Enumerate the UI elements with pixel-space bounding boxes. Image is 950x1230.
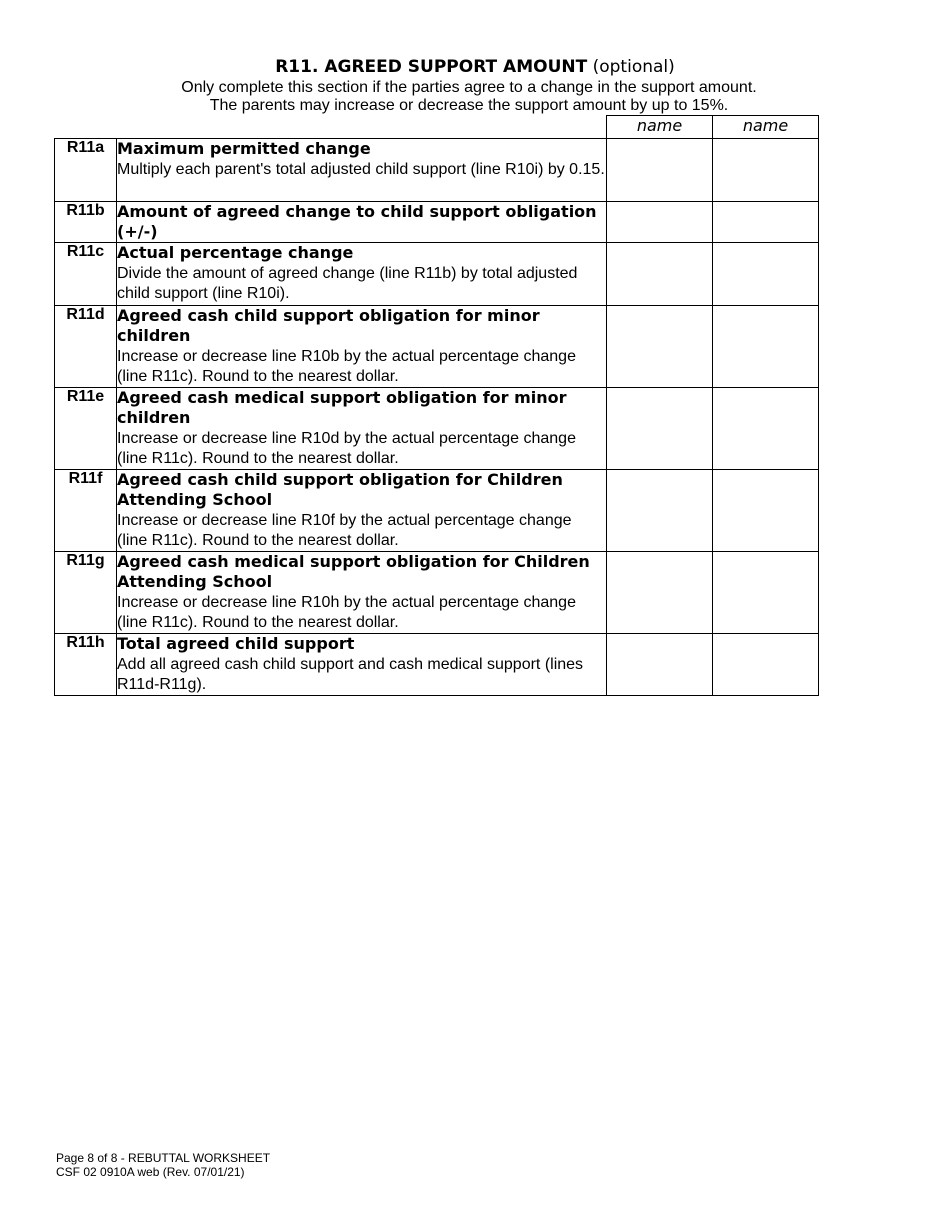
section-title <box>0 57 950 77</box>
value-cell-parent1[interactable] <box>607 634 713 696</box>
column-header-row <box>55 116 819 139</box>
line-description: Increase or decrease line R10f by the actual percentage change (line R11c). Round to the nearest dollar. <box>117 512 572 549</box>
line-description-cell <box>117 634 607 696</box>
value-cell-parent2[interactable] <box>713 243 819 306</box>
line-description-cell <box>117 306 607 388</box>
line-description-cell <box>117 552 607 634</box>
line-description: Add all agreed cash child support and cash medical support (lines R11d-R11g). <box>117 656 584 693</box>
line-description: Increase or decrease line R10h by the actual percentage change (line R11c). Round to the nearest dollar. <box>117 594 576 631</box>
line-description: Increase or decrease line R10b by the actual percentage change (line R11c). Round to the nearest dollar. <box>117 348 576 385</box>
table-row <box>55 552 819 634</box>
line-code: R11h <box>55 634 117 696</box>
agreed-support-table <box>54 115 819 696</box>
line-title: Total agreed child support <box>117 634 355 653</box>
value-cell-parent1[interactable] <box>607 306 713 388</box>
value-cell-parent1[interactable] <box>607 470 713 552</box>
value-cell-parent1[interactable] <box>607 202 713 243</box>
value-cell-parent2[interactable] <box>713 634 819 696</box>
value-cell-parent1[interactable] <box>607 388 713 470</box>
line-description-cell <box>117 243 607 306</box>
value-cell-parent2[interactable] <box>713 470 819 552</box>
line-code: R11e <box>55 388 117 470</box>
line-description-cell <box>117 139 607 202</box>
line-code: R11b <box>55 202 117 243</box>
column-header-parent2: name <box>713 116 819 139</box>
value-cell-parent1[interactable] <box>607 139 713 202</box>
table-row <box>55 243 819 306</box>
line-description: Increase or decrease line R10d by the actual percentage change (line R11c). Round to the nearest dollar. <box>117 430 576 467</box>
line-title: Agreed cash child support obligation for Children Attending School <box>117 470 563 509</box>
value-cell-parent1[interactable] <box>607 243 713 306</box>
line-title: Amount of agreed change to child support obligation (+/-) <box>117 202 597 241</box>
footer-form-number: CSF 02 0910A web (Rev. 07/01/21) <box>56 1165 245 1179</box>
value-cell-parent1[interactable] <box>607 552 713 634</box>
line-code: R11c <box>55 243 117 306</box>
line-code: R11f <box>55 470 117 552</box>
section-title-bold: R11. AGREED SUPPORT AMOUNT <box>275 57 588 77</box>
page-footer <box>56 1151 270 1179</box>
line-title: Agreed cash child support obligation for minor children <box>117 306 540 345</box>
line-title: Agreed cash medical support obligation for Children Attending School <box>117 552 590 591</box>
line-description: Divide the amount of agreed change (line R11b) by total adjusted child support (line R10i). <box>117 265 578 302</box>
line-description-cell <box>117 202 607 243</box>
table-row <box>55 139 819 202</box>
value-cell-parent2[interactable] <box>713 202 819 243</box>
line-code: R11d <box>55 306 117 388</box>
table-row <box>55 306 819 388</box>
line-description-cell <box>117 388 607 470</box>
section-intro-line1: Only complete this section if the parties agree to a change in the support amount. <box>181 79 757 96</box>
line-title: Agreed cash medical support obligation for minor children <box>117 388 567 427</box>
footer-page-label: Page 8 of 8 - REBUTTAL WORKSHEET <box>56 1151 271 1165</box>
value-cell-parent2[interactable] <box>713 552 819 634</box>
value-cell-parent2[interactable] <box>713 388 819 470</box>
table-row <box>55 388 819 470</box>
line-code: R11a <box>55 139 117 202</box>
column-header-parent1: name <box>607 116 713 139</box>
section-title-suffix: (optional) <box>587 57 675 77</box>
section-intro-line2: The parents may increase or decrease the support amount by up to 15%. <box>209 97 729 114</box>
line-description: Multiply each parent's total adjusted child support (line R10i) by 0.15. <box>117 161 605 178</box>
table-row <box>55 634 819 696</box>
line-title: Maximum permitted change <box>117 139 371 158</box>
line-title: Actual percentage change <box>117 243 354 262</box>
table-row <box>55 202 819 243</box>
value-cell-parent2[interactable] <box>713 306 819 388</box>
value-cell-parent2[interactable] <box>713 139 819 202</box>
table-row <box>55 470 819 552</box>
line-description-cell <box>117 470 607 552</box>
header-blank-cell <box>55 116 607 139</box>
line-code: R11g <box>55 552 117 634</box>
